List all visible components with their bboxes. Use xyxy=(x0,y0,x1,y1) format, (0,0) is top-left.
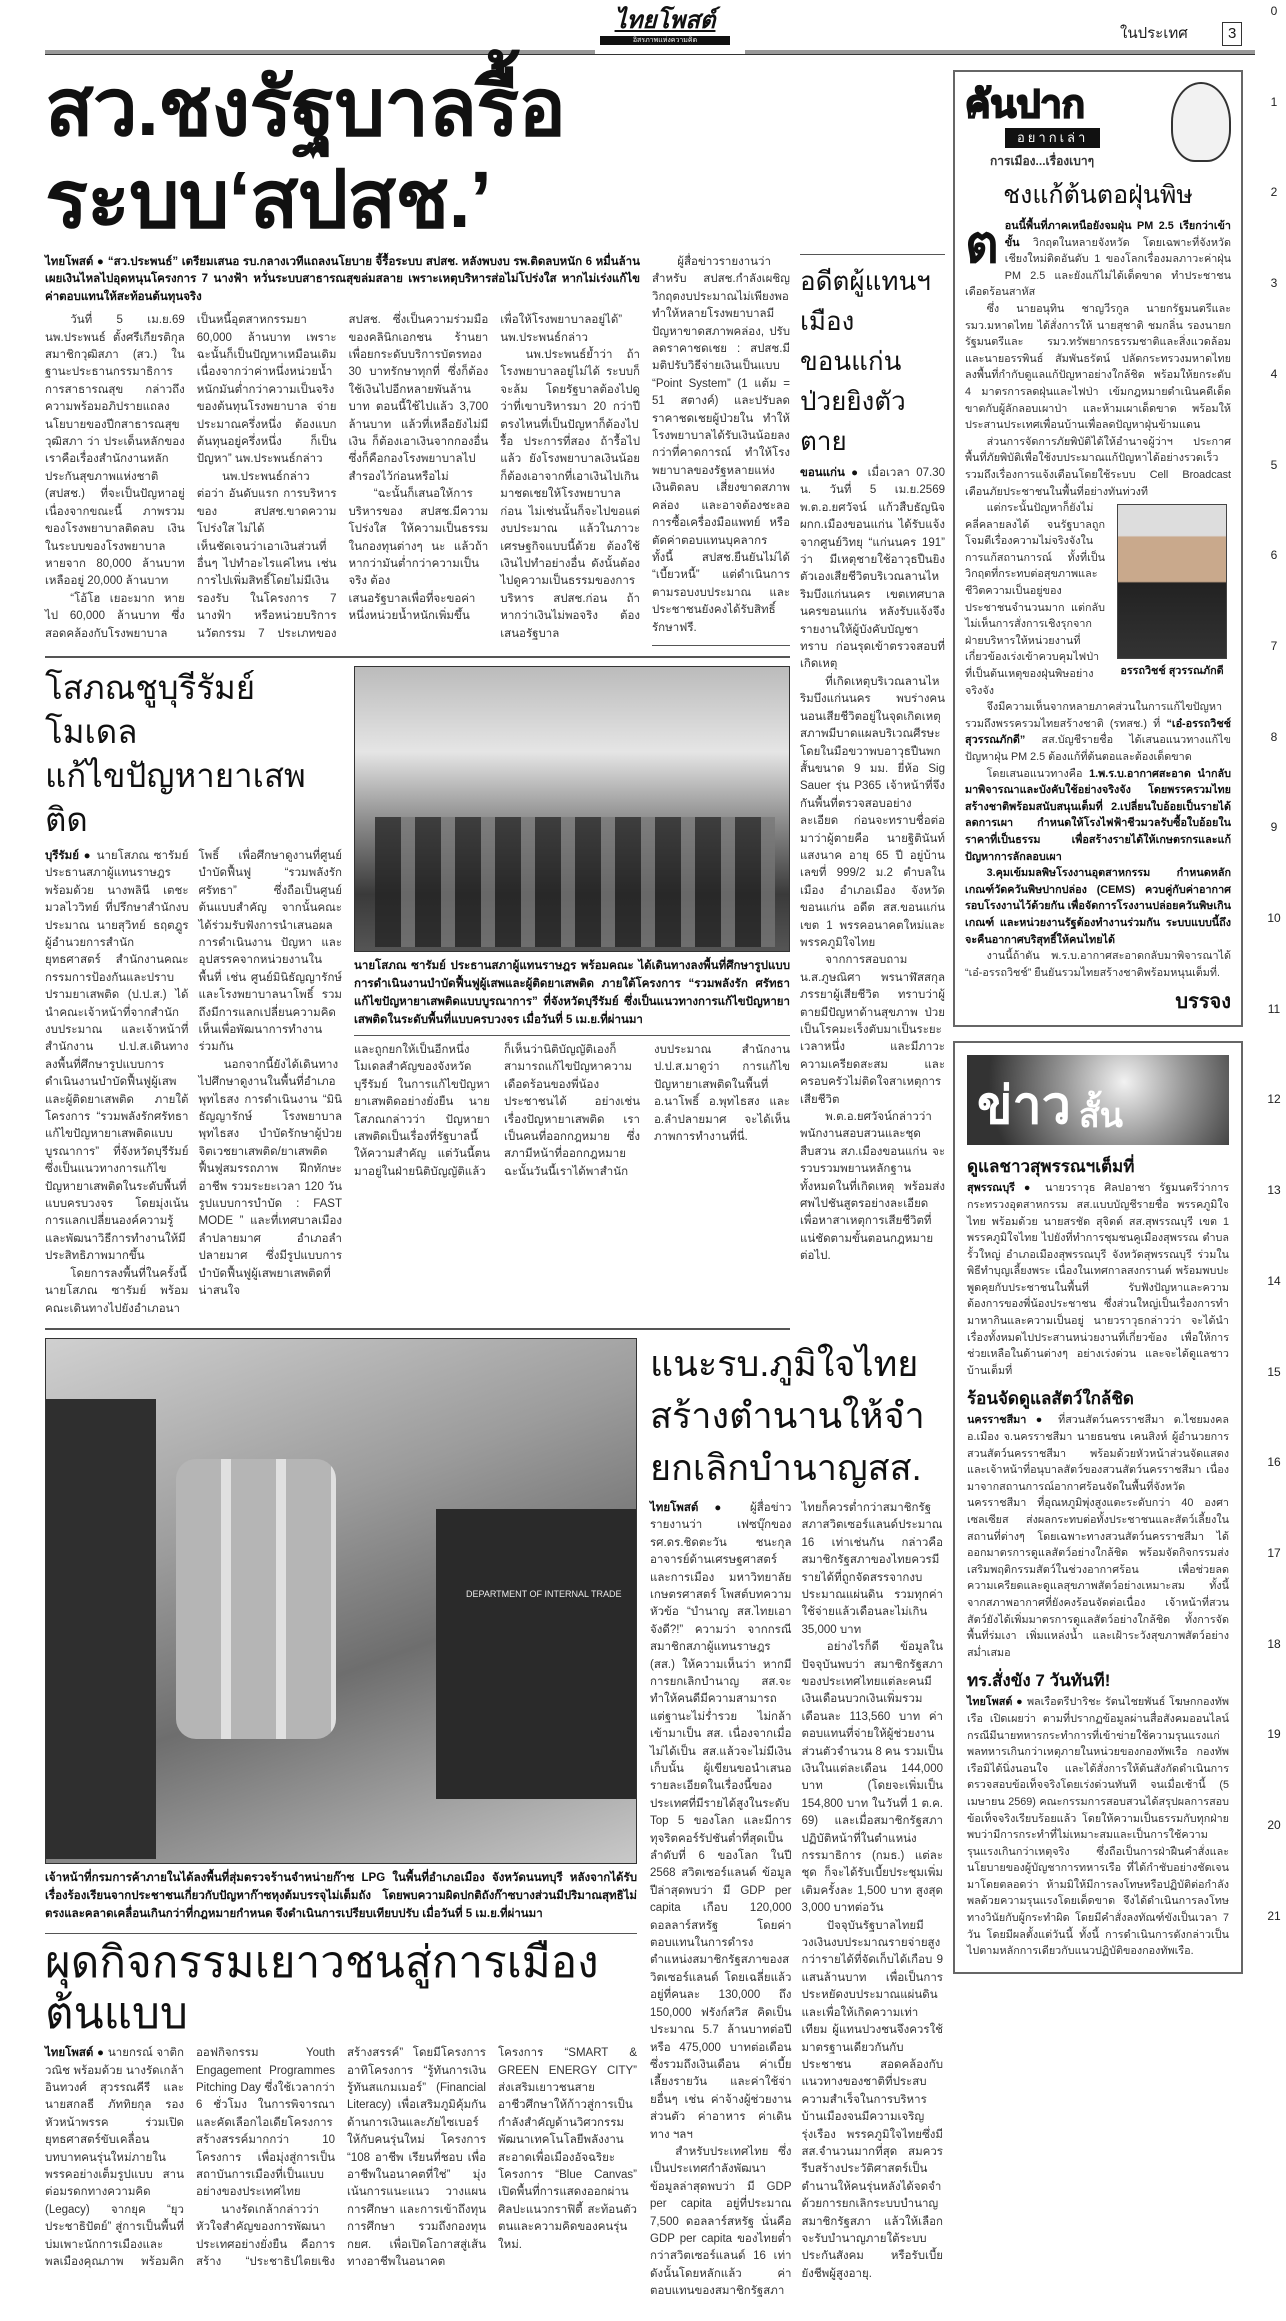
paragraph: เสนอรัฐบาลเพื่อที่จะขอค่าหนึ่งหน่วยน้ำหนักเพิ่มขึ้น เพื่อให้โรงพยาบาลอยู่ได้” นพ.ประพนธ์กล่าว xyxy=(348,314,623,623)
paragraph: จากการสอบถาม น.ส.ภูษณิศา พรนาฬัสสกุล ภรรยาผู้เสียชีวิต ทราบว่าผู้ตายมีปัญหาด้านสุขภาพ ป่วยเป็นโรคมะเร็งตับมาเป็นระยะเวลาหนึ่ง และมีภาวะความเครียดสะสม และครอบครัวไม่ติดใจสาเหตุการเสียชีวิต xyxy=(800,954,945,1106)
paragraph: โดยเสนอแนวทางคือ xyxy=(986,767,1083,780)
story1-col5 xyxy=(652,254,790,646)
brief-byline: นครราชสีมา ● xyxy=(967,1414,1049,1427)
youth-headline: ผุดกิจกรรมเยาวชนสู่การเมืองต้นแบบ xyxy=(45,1937,599,2038)
bhumjai-body xyxy=(650,1500,943,2301)
brief-title: ทร.สั่งขัง 7 วันทันที! xyxy=(967,1671,1111,1691)
paragraph: วิกฤตในหลายจังหวัด โดยเฉพาะที่จังหวัดเชียงใหม่ติดอันดับ 1 ของโลกเรื่องมลภาวะค่าฝุ่น PM 2.5 และยังแก้ไม่ได้เด็ดขาด ทำประชาชนเดือดร้อนสาหัส xyxy=(965,236,1232,299)
headline-line: สร้างตำนานให้จำ xyxy=(650,1394,925,1436)
story2-photo-caption: นายโสภณ ซารัมย์ ประธานสภาผู้แทนราษฎร พร้อมคณะ ได้เดินทางลงพื้นที่ศึกษารูปแบบการดำเนินงานบำบัดฟื้นฟูผู้เสพและผู้ติดยาเสพติด ภายใต้โครงการ “รวมพลังรัก ศรัทธา แก้ไขปัญหายาเสพติดแบบบูรณาการ” ที่จังหวัดบุรีรัมย์ ซึ่งเป็นแนวทางการแก้ไขปัญหายาเสพติดในระดับพื้นที่แบบครบวงจร เมื่อวันที่ 5 เม.ย.ที่ผ่านมา xyxy=(354,959,790,1026)
paragraph: ผู้สื่อข่าวรายงานว่า เฟซบุ๊กของ รศ.ดร.ชิดตะวัน ชนะกุล อาจารย์ด้านเศรษฐศาสตร์และการเมือง มหาวิทยาลัยเกษตรศาสตร์ โพสต์บทความหัวข้อ “บำนาญ สส.ไทยเอาจังดี?!” ความว่า จากกรณีสมาชิกสภาผู้แทนราษฎร (สส.) ให้ความเห็นว่า หากมีการยกเลิกบำนาญ สส.จะทำให้คนดีมีความสามารถแต่ฐานะไม่ร่ำรวย ไม่กล้าเข้ามาเป็น สส. เนื่องจากเมื่อไม่ได้เป็น สส.แล้วจะไม่มีเงินเก็บนั้น ผู้เขียนขอนำเสนอรายละเอียดในเรื่องนี้ของประเทศที่มีรายได้สูงในระดับ Top 5 ของโลก และมีการทุจริตคอร์รัปชันต่ำที่สุดเป็นลำดับที่ 6 ของโลก ในปี 2568 สวิตเซอร์แลนด์ ข้อมูลปีล่าสุดพบว่า มี GDP per capita เกือบ 120,000 ดอลลาร์สหรัฐ โดยค่าตอบแทนในการดำรงตำแหน่งสมาชิกรัฐสภาของสวิตเซอร์แลนด์ โดยเฉลี่ยแล้วอยู่ที่คนละ 130,000 ถึง 150,000 ฟรังก์สวิส คิดเป็นประมาณ 5.7 ล้านบาทต่อปี หรือ 475,000 บาทต่อเดือน ซึ่งรวมถึงเงินเดือน ค่าเบี้ยเลี้ยงรายวัน และค่าใช้จ่ายอื่นๆ เช่น ค่าจ้างผู้ช่วยงานส่วนตัว ค่าอาหาร ค่าเดินทาง ฯลฯ xyxy=(650,1501,792,2141)
ruler-mark: 20 xyxy=(1267,1818,1281,1832)
paragraph: “โอ้โฮ เยอะมาก หายไป 60,000 ล้านบาท ซึ่งสอดคล้องกับโรงพยาบาลเป็นหนี้อุตสาหกรรมยา 60,000 ล้านบาท เพราะฉะนั้นก็เป็นปัญหาเหมือนเดิม เนื่องจากว่าค่าหนึ่งหน่วยน้ำหนักมันต่ำกว่าความเป็นจริงของต้นทุนโรงพยาบาล จ่ายประมาณครึ่งหนึ่ง ต้องแบกต้นทุนอยู่ครึ่งหนึ่ง ก็เป็นปัญหา” นพ.ประพนธ์กล่าว xyxy=(45,314,337,640)
ruler-mark: 10 xyxy=(1267,911,1281,925)
vest-text: DEPARTMENT OF INTERNAL TRADE xyxy=(466,1588,622,1599)
column-logo-title: คันปาก xyxy=(965,84,1085,126)
cartoon-face-icon xyxy=(1171,82,1231,162)
ruler-mark: 17 xyxy=(1267,1545,1281,1560)
brief-text: ที่สวนสัตว์นครราชสีมา ต.ไชยมงคล อ.เมือง จ.นครราชสีมา นายธนชน เคนสิงห์ ผู้อำนวยการสวนสัตว์นครราชสีมา พร้อมด้วยหัวหน้าส่วนจัดแสดง และเจ้าหน้าที่อนุบาลสัตว์ของสวนสัตว์นครราชสีมา เนื่องมาจากสถานการณ์อากาศร้อนจัดในพื้นที่จังหวัดนครราชสีมา ที่อุณหภูมิพุ่งสูงแตะระดับกว่า 40 องศาเซลเซียส ส่งผลกระทบต่อทั้งประชาชนและสัตว์เลี้ยงในสถานที่ต่างๆ โดยเฉพาะทางสวนสัตว์นครราชสีมา ได้ออกมาตรการดูแลสัตว์อย่างใกล้ชิด พร้อมจัดกิจกรรมส่งเสริมพฤติกรรมสัตว์ในช่วงอากาศร้อน เพื่อช่วยลดความเครียดและดูแลสุขภาพสัตว์อย่างเหมาะสม ทั้งนี้ จากสภาพอากาศที่ยังคงร้อนจัดต่อเนื่อง เจ้าหน้าที่สวนสัตว์ยังได้เพิ่มมาตรการดูแลสัตว์อย่างใกล้ชิด ทั้งการจัดพื้นที่ร่มเงา เพิ่มแหล่งน้ำ และเฝ้าระวังสุขภาพสัตว์อย่างสม่ำเสมอ xyxy=(967,1414,1229,1659)
ruler-mark: 11 xyxy=(1267,1001,1281,1016)
logo-subtitle: อิสรภาพแห่งความคิด xyxy=(600,36,730,45)
briefs-banner xyxy=(967,1055,1229,1145)
column-logo xyxy=(965,82,1231,170)
story1-lead xyxy=(45,254,640,306)
paragraph: วันที่ 5 เม.ย.69 นพ.ประพนธ์ ตั้งศรีเกียรติกุล สมาชิกวุฒิสภา (สว.) ในฐานะประธานกรรมาธิการการสาธารณสุข กล่าวถึงความพร้อมอภิปรายแถลงนโยบายของปีกสาธารณสุข วุฒิสภา ว่า ประเด็นหลักของเราคือเรื่องสำนักงานหลักประกันสุขภาพแห่งชาติ (สปสช.) ที่จะเป็นปัญหาอยู่ เนื่องจากขณะนี้ ภาพรวมของโรงพยาบาลติดลบ เงินในระบบของโรงพยาบาลหายจาก 80,000 ล้านบาท เหลืออยู่ 20,000 ล้านบาท xyxy=(45,314,185,588)
paragraph: ซึ่ง นายอนุทิน ชาญวีรกูล นายกรัฐมนตรีและ รมว.มหาดไทย ได้สั่งการให้ นายสุชาติ ชมกลิ่น รองนายกรัฐมนตรีและ รมว.ทรัพยากรธรรมชาติและสิ่งแวดล้อม และนายอรรพินธ์ สัมพันธรัตน์ ปลัดกระทรวงมหาดไทย ลงพื้นที่กำกับดูแลแก้ปัญหาอย่างใกล้ชิด พร้อมให้ยกระดับ 4 มาตรการลดฝุ่นและไฟป่า เข้มกฎหมายดำเนินคดีเด็ดขาดกับผู้ลักลอบเผาป่า และห้ามเผาเด็ดขาด พร้อมให้ประสานประเทศเพื่อนบ้านเพื่อลดปัญหาฝุ่นข้ามแดน xyxy=(965,302,1231,432)
brief-item xyxy=(967,1153,1229,1379)
paragraph: นายโสภณ ซารัมย์ ประธานสภาผู้แทนราษฎร พร้อมด้วย นางพลินี เตชะมวลไววิทย์ ที่ปรึกษาสำนักงบประมาณ นายสุวิทย์ ธฤตฎูร ผู้อำนวยการสำนักยุทธศาสตร์ สำนักงานคณะกรรมการป้องกันและปราบปรามยาเสพติด (ป.ป.ส.) ได้นำคณะเจ้าหน้าที่จากสำนักงบประมาณ และเจ้าหน้าที่สำนักงาน ป.ป.ส.เดินทางลงพื้นที่ศึกษารูปแบบการดำเนินงานบำบัดฟื้นฟูผู้เสพและผู้ติดยาเสพติด ภายใต้โครงการ “รวมพลังรักศรัทธา แก้ไขปัญหายาเสพติดแบบบูรณาการ” ที่จังหวัดบุรีรัมย์ ซึ่งเป็นแนวทางการแก้ไขปัญหายาเสพติดในระดับพื้นที่แบบครบวงจร โดยมุ่งเน้นการแลกเปลี่ยนองค์ความรู้และพัฒนาวิธีการทำงานให้มีประสิทธิภาพมากขึ้น xyxy=(45,849,189,1263)
bhumjai-headline xyxy=(650,1338,943,1494)
paragraph: อย่างไรก็ดี ข้อมูลในปัจจุบันพบว่า สมาชิกรัฐสภาของประเทศไทยแต่ละคนมีเงินเดือนบวกเงินเพิ่มรวมเดือนละ 113,560 บาท ค่าตอบแทนที่จ่ายให้ผู้ช่วยงานส่วนตัวจำนวน 8 คน รวมเป็นเงินในแต่ละเดือน 144,000 บาท (โดยจะเพิ่มเป็น 154,800 บาท ในวันที่ 1 ต.ค. 69) และเมื่อสมาชิกรัฐสภาปฏิบัติหน้าที่ในตำแหน่งกรรมาธิการ (กมธ.) แต่ละชุด ก็จะได้รับเบี้ยประชุมเพิ่มเติมครั้งละ 1,500 บาท สูงสุด 3,000 บาทต่อวัน xyxy=(801,1641,943,1915)
paragraph: นายกรณ์ จาติกวณิช พร้อมด้วย นางรัดเกล้า อินทวงศ์ สุวรรณคีรี และนายสกลธี ภัททิยกุล รองหัวหน้าพรรค ร่วมเปิดยุทธศาสตร์ขับเคลื่อนบทบาทคนรุ่นใหม่ภายในพรรคอย่างเต็มรูปแบบ สานต่อมรดกทางความคิด (Legacy) จากยุค “ยุวประชาธิปัตย์” สู่การเป็นพื้นที่บ่มเพาะนักการเมืองและพลเมืองคุณภาพ พร้อมคิกออฟกิจกรรม Youth Engagement Programmes Pitching Day ซึ่งใช้เวลากว่า 6 ชั่วโมง ในการพิจารณาและคัดเลือกไอเดียโครงการสร้างสรรค์มากกว่า 10 โครงการ เพื่อมุ่งสู่การเป็นสถาบันการเมืองที่เป็นแบบอย่างของประเทศไทย xyxy=(45,2047,335,2268)
headline-line: ป่วยยิงตัวตาย xyxy=(800,386,906,456)
banner-title: ข่าว xyxy=(977,1077,1071,1136)
paragraph: สส.บัญชีรายชื่อ ได้เสนอแนวทางแก้ไขปัญหาฝุ่น PM 2.5 ต้องแก้ที่ต้นตอและต้องเด็ดขาด xyxy=(965,734,1231,763)
khonkaen-byline: ขอนแก่น ● xyxy=(800,467,862,479)
paragraph: นพ.ประพนธ์ย้ำว่า ถ้าโรงพยาบาลอยู่ไม่ได้ ระบบก็จะล้ม โดยรัฐบาลต้องไปดูว่าที่เขาบริหารมา 20 กว่าปี ตรงไหนที่เป็นปัญหาก็ต้องไปรื้อ ประการที่สอง ถ้ารื้อไปแล้ว ยังโรงพยาบาลเงินน้อยก็ต้องเอาจากที่เอาเงินไปเกินมาชดเชยให้โรงพยาบาลก่อน ไม่เช่นนั้นก็จะไปขอแต่งบประมาณ แล้วในภาวะเศรษฐกิจแบบนี้ด้วย ต้องใช้เงินไปทำอย่างอื่น ดังนั้นต้องไปดูความเป็นธรรมของการบริหาร สปสช.ก่อน ถ้าหากว่าเงินไม่พอจริง ต้องเสนอรัฐบาล xyxy=(500,349,640,640)
ruler-mark: 8 xyxy=(1270,729,1278,744)
story1-lead-text: “สว.ประพนธ์” เตรียมเสนอ รบ.กลางเวทีแถลงนโยบาย จี้รื้อระบบ สปสช. หลังพบงบ รพ.ติดลบหนัก 6 หมื่นล้าน เผยเงินไหลไปอุดหนุนโครงการ 7 นางฟ้า หวั่นระบบสาธารณสุขล่มสลาย เพราะเหตุบริหารส่อไม่โปร่งใส หากไม่เร่งแก้ไขค่าตอบแทนให้สะท้อนต้นทุนจริง xyxy=(45,256,640,303)
ruler-mark: 7 xyxy=(1270,638,1278,653)
main-content xyxy=(45,62,945,2301)
paragraph: โดยการลงพื้นที่ในครั้งนี้ นายโสภณ ซารัมย์ พร้อมคณะเดินทางไปยังอำเภอนาโพธิ์ เพื่อศึกษาดูงานที่ศูนย์บำบัดฟื้นฟู “รวมพลังรักศรัทธา” ซึ่งถือเป็นศูนย์ต้นแบบสำคัญ จากนั้นคณะได้ร่วมรับฟังการนำเสนอผลการดำเนินงาน ปัญหา และอุปสรรคจากหน่วยงานในพื้นที่ เช่น ศูนย์มินิธัญญารักษ์ และโรงพยาบาลนาโพธิ์ รวมถึงมีการแลกเปลี่ยนความคิดเห็นเพื่อพัฒนาการทำงานร่วมกัน xyxy=(45,849,342,1315)
brief-title: ร้อนจัดดูแลสัตว์ใกล้ชิด xyxy=(967,1389,1134,1409)
headline-line: แนะรบ.ภูมิใจไทย xyxy=(650,1342,919,1384)
column-first-line: อนนี้พื้นที่ภาคเหนือยังจมฝุ่น PM 2.5 เรียกว่าเข้าขั้น xyxy=(1004,220,1231,249)
headline-line: อดีตผู้แทนฯ xyxy=(800,266,931,296)
dropcap: ต xyxy=(965,216,999,274)
column-body xyxy=(965,218,1231,981)
paragraph: จึงมีความเห็นจากหลายภาคส่วนในการแก้ไขปัญหา รวมถึงพรรครวมไทยสร้างชาติ (รทสช.) ที่ xyxy=(965,701,1223,730)
headline-line: เมืองขอนแก่น xyxy=(800,306,902,376)
column-logo-subtitle: อยากเล่า xyxy=(1005,128,1100,148)
paragraph: งานนี้ถ้าดัน พ.ร.บ.อากาศสะอาดกลับมาพิจารณาได้ “เอ๋-อรรถวิชช์” ยืนยันรวมไทยสร้างชาติพร้อมหนุนเต็มที่. xyxy=(965,950,1231,979)
ruler-mark: 14 xyxy=(1267,1273,1281,1288)
proposal-text: 3.คุมเข้มมลพิษโรงงานอุตสาหกรรม กำหนดหลักเกณฑ์วัดควันพิษปากปล่อง (CEMS) ควบคู่กับค่าอากาศรอบโรงงานไว้ด้วยกัน เพื่อจัดการโรงงานปล่อยควันพิษเกินเกณฑ์ และหน่วยงานรัฐต้องทำงานร่วมกัน ระบบแบบนี้ถึงจะคืนอากาศบริสุทธิ์ให้คนไทยได้ xyxy=(965,867,1231,946)
story2-byline: บุรีรัมย์ ● xyxy=(45,849,92,862)
headline-line: โสภณชูบุรีรัมย์โมเดล xyxy=(45,668,256,750)
ruler-mark: 2 xyxy=(1270,185,1278,200)
news-briefs-box xyxy=(953,1041,1243,1974)
section-label: ในประเทศ xyxy=(1120,25,1188,42)
brief-text: พลเรือตรีปาริชะ รัตนไชยพันธ์ โฆษกกองทัพเรือ เปิดเผยว่า ตามที่ปรากฏข้อมูลผ่านสื่อสังคมออนไลน์ กรณีมีนายทหารกระทำการที่เข้าข่ายใช้ความรุนแรงแก่พลทหารเกินกว่าเหตุภายในหน่วยของกองทัพเรือ กองทัพเรือมิได้นิ่งนอนใจ และได้สั่งการให้ต้นสังกัดดำเนินการตรวจสอบข้อเท็จจริงโดยเร่งด่วนทันที จนเมื่อเช้านี้ (5 เมษายน 2569) คณะกรรมการสอบสวนได้สรุปผลการสอบข้อเท็จจริงเรียบร้อยแล้ว โดยให้ความเป็นธรรมกับทุกฝ่าย พบว่ามีการกระทำที่ไม่เหมาะสมและเป็นการใช้ความรุนแรงเกินกว่าเหตุจริง ซึ่งถือเป็นการฝ่าฝืนคำสั่งและนโยบายของผู้บัญชาการทหารเรือ ที่ได้กำชับอย่างชัดเจนมาโดยตลอดว่า ห้ามมิให้มีการลงโทษหรือปฏิบัติต่อกำลังพลด้วยความรุนแรงโดยเด็ดขาด จึงได้ดำเนินการลงโทษทางวินัยกับผู้กระทำผิด โดยมีคำสั่งลงทัณฑ์ขังเป็นเวลา 7 วัน โดยมีผลตั้งแต่วันนี้ ทั้งนี้ การดำเนินการดังกล่าวเป็นไปตามหลักการเดียวกับแนวปฏิบัติของกองทัพเรือ. xyxy=(967,1696,1229,1958)
ruler-mark: 19 xyxy=(1267,1727,1281,1742)
drug-rehab-photo xyxy=(354,666,790,952)
paragraph: นางรัดเกล้ากล่าวว่า หัวใจสำคัญของการพัฒนาประเทศอย่างยั่งยืน คือการสร้าง “ประชาธิปไตยเชิงสร้างสรรค์” โดยมีโครงการ อาทิโครงการ “รู้ทันการเงิน รู้ทันสแกมเมอร์” (Financial Literacy) เพื่อเสริมภูมิคุ้มกันด้านการเงินและภัยไซเบอร์ให้กับคนรุ่นใหม่ โครงการ “108 อาชีพ เรียนที่ชอบ เพื่ออาชีพในอนาคตที่ใช่” มุ่งเน้นการแนะแนว วางแผนการศึกษา และการเข้าถึงทุนการศึกษา รวมถึงกองทุน กยศ. เพื่อเปิดโอกาสสู่เส้นทางอาชีพในอนาคต โครงการ “SMART & GREEN ENERGY CITY” ส่งเสริมเยาวชนสายอาชีวศึกษาให้ก้าวสู่การเป็นกำลังสำคัญด้านวิศวกรรม พัฒนาเทคโนโลยีพลังงานสะอาดเพื่อเมืองอัจฉริยะ โครงการ “Blue Canvas” เปิดพื้นที่การแสดงออกผ่านศิลปะแนวกราฟิตี้ สะท้อนตัวตนและความคิดของคนรุ่นใหม่. xyxy=(196,2047,637,2268)
main-headline: สว.ชงรัฐบาลรื้อระบบ‘สปสช.’ xyxy=(45,63,566,244)
ruler-mark: 3 xyxy=(1270,276,1278,291)
ruler-mark: 16 xyxy=(1267,1455,1281,1470)
youth-body xyxy=(45,2045,637,2271)
ruler-mark: 0 xyxy=(1270,4,1278,18)
paragraph: เมื่อเวลา 07.30 น. วันที่ 5 เม.ย.2569 พ.ต.อ.ยศวัจน์ แก้วสืบธัญนิจ ผกก.เมืองขอนแก่น ได้รับแจ้งจากศูนย์วิทยุ “แก่นนคร 191” ว่า มีเหตุชายใช้อาวุธปืนยิงตัวเองเสียชีวิตบริเวณลานไหริมบึงแก่นนคร เขตเทศบาลนครขอนแก่น หลังรับแจ้งจึงรายงานให้ผู้บังคับบัญชาทราบ ก่อนรุดเข้าตรวจสอบที่เกิดเหตุ xyxy=(800,467,945,671)
brief-title: ดูแลชาวสุพรรณฯเต็มที่ xyxy=(967,1157,1135,1177)
paragraph: ที่เกิดเหตุบริเวณลานไหริมบึงแก่นนคร พบร่างคนนอนเสียชีวิตอยู่ในจุดเกิดเหตุ สภาพมีบาดแผลบริเวณศีรษะ โดยในมือขวาพบอาวุธปืนพกสั้นขนาด 9 มม. ยี่ห้อ Sig Sauer รุ่น P365 เจ้าหน้าที่จึงกันพื้นที่ตรวจสอบอย่างละเอียด ก่อนจะทราบชื่อต่อมาว่าผู้ตายคือ นายฐิตินันท์ แสงนาค อายุ 65 ปี อยู่บ้านเลขที่ 999/2 ม.2 ตำบลในเมือง อำเภอเมือง จังหวัดขอนแก่น อดีต สส.ขอนแก่น เขต 1 พรรคอนาคตใหม่และพรรคภูมิใจไทย xyxy=(800,675,945,949)
youth-byline: ไทยโพสต์ ● xyxy=(45,2047,105,2060)
ruler-mark: 9 xyxy=(1270,820,1278,835)
khonkaen-headline xyxy=(800,261,945,461)
paragraph: สำหรับประเทศไทย ซึ่งเป็นประเทศกำลังพัฒนา ข้อมูลล่าสุดพบว่า มี GDP per capita อยู่ที่ประมาณ 7,500 ดอลลาร์สหรัฐ นั่นคือ GDP per capita ของไทยต่ำกว่าสวิตเซอร์แลนด์ 16 เท่า ดังนั้นโดยหลักแล้ว ค่าตอบแทนของสมาชิกรัฐสภาไทยก็ควรต่ำกว่าสมาชิกรัฐสภาสวิตเซอร์แลนด์ประมาณ 16 เท่าเช่นกัน กล่าวคือ สมาชิกรัฐสภาของไทยควรมีรายได้ที่ถูกจัดสรรจากงบประมาณแผ่นดิน รวมทุกค่าใช้จ่ายแล้วเดือนละไม่เกิน 35,000 บาท xyxy=(650,1501,943,2298)
khonkaen-body xyxy=(800,465,945,1266)
story1-byline: ไทยโพสต์ ● xyxy=(45,256,105,268)
banner-subtitle: สั้น xyxy=(1078,1097,1123,1136)
headline-line: แก้ไขปัญหายาเสพติด xyxy=(45,756,306,838)
paragraph: ส่วนการจัดการภัยพิบัติได้ให้อำนาจผู้ว่าฯ ประกาศพื้นที่ภัยพิบัติเพื่อใช้งบประมาณแก้ปัญหาได้อย่างรวดเร็ว รวมถึงเรื่องการแจ้งเตือนโดยใช้ระบบ Cell Broadcast เตือนภัยประชาชนในพื้นที่อย่างทันท่วงที xyxy=(965,435,1231,498)
ruler-mark: 6 xyxy=(1270,548,1278,563)
story1-body xyxy=(45,254,640,646)
story2-headline xyxy=(45,666,342,842)
story2-continuation xyxy=(354,1042,790,1181)
ruler-mark: 15 xyxy=(1267,1364,1281,1379)
page-number: 3 xyxy=(1222,22,1242,46)
lpg-inspection-photo xyxy=(45,1338,637,1864)
ruler-mark: 1 xyxy=(1270,94,1278,109)
column-logo-tagline: การเมือง...เรื่องเบาๆ xyxy=(990,154,1095,168)
column-headline: ชงแก้ต้นตอฝุ่นพิษ xyxy=(1003,181,1193,209)
paragraph: “ฉะนั้นก็เสนอให้การบริหารของ สปสช.มีความโปร่งใส ให้ความเป็นธรรมในกองทุนต่างๆ นะ แล้วถ้าหากว่ามันต่ำกว่าความเป็นจริง ต้อง xyxy=(348,488,489,588)
brief-item xyxy=(967,1667,1229,1960)
proposal-text: 1.พ.ร.บ.อากาศสะอาด นำกลับมาพิจารณาและบังคับใช้อย่างจริงจัง โดยพรรครวมไทยสร้างชาติพร้อมสนับสนุนเต็มที่ 2.เปลี่ยนใบอ้อยเป็นรายได้ลดการเผา กำหนดให้โรงไฟฟ้าชีวมวลรับซื้อใบอ้อยในราคาที่เป็นธรรม เพื่อสร้างรายได้ให้เกษตรกรและแก้ปัญหาการลักลอบเผา xyxy=(965,767,1232,863)
bhumjai-byline: ไทยโพสต์ ● xyxy=(650,1501,735,1514)
ruler-mark: 5 xyxy=(1270,457,1278,472)
ruler-mark: 21 xyxy=(1267,1908,1281,1923)
paragraph: พ.ต.อ.ยศวัจน์กล่าวว่า พนักงานสอบสวนและชุดสืบสวน สภ.เมืองขอนแก่น จะรวบรวมพยานหลักฐานทั้งหมดในที่เกิดเหตุ พร้อมส่งศพไปชันสูตรอย่างละเอียด เพื่อหาสาเหตุการเสียชีวิตที่แน่ชัดตามขั้นตอนกฎหมายต่อไป. xyxy=(800,1111,945,1263)
paragraph: แต่กระนั้นปัญหาก็ยังไม่คลี่คลายลงได้ จนรัฐบาลถูกโจมตีเรื่องความไม่จริงจังในการแก้สถานการณ์ ทั้งที่เป็นวิกฤตที่กระทบต่อสุขภาพและชีวิตความเป็นอยู่ของประชาชนจำนวนมาก แต่กลับไม่เห็นการสั่งการเชิงรุกจากฝ่ายบริหารให้หน่วยงานที่เกี่ยวข้องเร่งเข้าควบคุมไฟป่าที่เป็นต้นเหตุของฝุ่นพิษอย่างจริงจัง xyxy=(965,502,1105,697)
ruler-mark: 12 xyxy=(1267,1092,1281,1107)
paragraph: ปัจจุบันรัฐบาลไทยมีวงเงินงบประมาณรายจ่ายสูงกว่ารายได้ที่จัดเก็บได้เกือบ 9 แสนล้านบาท เพื่อเป็นการประหยัดงบประมาณแผ่นดิน และเพื่อให้เกิดความเท่าเทียม ผู้แทนปวงชนจึงควรใช้มาตรฐานเดียวกันกับประชาชน สอดคล้องกับแนวทางของชาติที่ประสบความสำเร็จในการบริหารบ้านเมืองจนมีความเจริญรุ่งเรือง พรรคภูมิใจไทยซึ่งมี สส.จำนวนมากที่สุด สมควรรีบสร้างประวัติศาสตร์เป็นตำนานให้คนรุ่นหลังได้จดจำ ด้วยการยกเลิกระบบบำนาญสมาชิกรัฐสภา แล้วให้เลือกจะรับบำนาญภายใต้ระบบประกันสังคม หรือรับเบี้ยยังชีพผู้สูงอายุ. xyxy=(801,1919,943,2280)
paragraph: เห็นชัดเจนว่าเอาเงินส่วนที่อื่นๆ ไปทำอะไรแค่ไหน เช่น การไปเพิ่มสิทธิ์โดยไม่มีเงินรองรับ ในโครงการ 7 นางฟ้า หรือหน่วยบริการนวัตกรรม 7 ประเภทของ สปสช. ซึ่งเป็นความร่วมมือของคลินิกเอกชน ร้านยา เพื่อยกระดับบริการบัตรทอง 30 บาทรักษาทุกที่ ซึ่งก็ต้องใช้เงินไปอีกหลายพันล้านบาท ตอนนี้ใช้ไปแล้ว 3,700 ล้านบาท แล้วที่เหลือยังไม่มีเงิน ก็ต้องเอาเงินจากกองอื่น ซึ่งก็คือกองโรงพยาบาลไปสำรองไว้ก่อนหรือไม่ xyxy=(196,314,489,640)
brief-byline: ไทยโพสต์ ● xyxy=(967,1696,1024,1709)
politician-photo xyxy=(1117,504,1227,659)
paragraph: และถูกยกให้เป็นอีกหนึ่งโมเดลสำคัญของจังหวัดบุรีรัมย์ ในการแก้ไขปัญหายาเสพติดอย่างยั่งยืน นายโสภณกล่าวว่า ปัญหายาเสพติดเป็นเรื่องที่รัฐบาลนี้ให้ความสำคัญ แต่วันนี้ตนมาอยู่ในฝ่ายนิติบัญญัติแล้ว ก็เห็นว่านิติบัญญัติเองก็สามารถแก้ไขปัญหาความเดือดร้อนของพี่น้องประชาชนได้ อย่างเช่น เรื่องปัญหายาเสพติด เราเป็นคนที่ออกกฎหมาย ซึ่งสภามีหน้าที่ออกกฎหมาย ฉะนั้นวันนี้เราได้พาสำนักงบประมาณ สำนักงาน ป.ป.ส.มาดูว่า การแก้ไขปัญหายาเสพติดในพื้นที่ อ.นาโพธิ์ อ.พุทไธสง และ อ.ลำปลายมาศ จะได้เห็นภาพการทำงานที่นี่. xyxy=(354,1043,790,1178)
paragraph: นอกจากนี้ยังได้เดินทางไปศึกษาดูงานในพื้นที่อำเภอพุทไธสง การดำเนินงาน “มินิธัญญารักษ์ โรงพยาบาลพุทไธสง บำบัดรักษาผู้ป่วยจิตเวชยาเสพติด/ยาเสพติด ฟื้นฟูสมรรถภาพ ฝึกทักษะอาชีพ รวมระยะเวลา 120 วัน รูปแบบการบำบัด : FAST MODE ” และที่เทศบาลเมืองลำปลายมาศ อำเภอลำปลายมาศ ซึ่งมีรูปแบบการบำบัดฟื้นฟูผู้เสพยาเสพติดที่น่าสนใจ xyxy=(198,1058,342,1298)
briefs-list xyxy=(967,1153,1229,1960)
lpg-photo-caption: เจ้าหน้าที่กรมการค้าภายในได้ลงพื้นที่สุ่มตรวจร้านจำหน่ายก๊าซ LPG ในพื้นที่อำเภอเมือง จังหวัดนนทบุรี หลังจากได้รับเรื่องร้องเรียนจากประชาชนเกี่ยวกับปัญหาก๊าซหุงต้มบรรจุไม่เต็มถัง โดยพบความผิดปกติถังก๊าซบางส่วนมีปริมาณสุทธิไม่ตรงและคลาดเคลื่อนเกินกว่าที่กฎหมายกำหนด จึงดำเนินการเปรียบเทียบปรับ เมื่อวันที่ 5 เม.ย.ที่ผ่านมา xyxy=(45,1871,637,1920)
photo-caption: อรรถวิชช์ สุวรรณภักดี xyxy=(1120,665,1224,678)
column-author: บรรจง xyxy=(1175,991,1231,1014)
ruler-mark: 18 xyxy=(1267,1636,1281,1651)
ruler-mark: 13 xyxy=(1267,1183,1281,1198)
brief-text: นายวราวุธ ศิลปอาชา รัฐมนตรีว่าการกระทรวงอุตสาหกรรม สส.แบบบัญชีรายชื่อ พรรคภูมิใจไทย พร้อมด้วย นายสรชัด สุจิตต์ สส.สุพรรณบุรี เขต 1 พรรคภูมิใจไทย ไปยังที่ทำการชุมชนคูเมืองสุพรรณ ตำบลรั้วใหญ่ อำเภอเมืองสุพรรณบุรี จังหวัดสุพรรณบุรี ร่วมในพิธีทำบุญเลี้ยงพระ เนื่องในเทศกาลสงกรานต์ พร้อมพบปะพูดคุยกับประชาชนในพื้นที่ รับฟังปัญหาและความต้องการของพี่น้องประชาชน ซึ่งส่วนใหญ่เป็นเรื่องการทำมาหากินและความเป็นอยู่ นายวราวุธกล่าวว่า จะได้นำเรื่องทั้งหมดไปประสานหน่วยงานที่เกี่ยวข้อง เพื่อให้การช่วยเหลือในด้านต่างๆ อย่างเร่งด่วน และจะได้ดูแลชาวบ้านเต็มที่ xyxy=(967,1182,1229,1377)
quoted-name: “เอ๋-อรรถวิชช์ สุวรรณภักดี” xyxy=(965,717,1231,747)
ruler-mark: 4 xyxy=(1270,366,1278,381)
brief-byline: สุพรรณบุรี ● xyxy=(967,1182,1037,1195)
logo-text: ไทยโพสต์ xyxy=(614,7,716,34)
paragraph: นพ.ประพนธ์กล่าวต่อว่า อันดับแรก การบริหารของ สปสช.ขาดความโปร่งใส ไม่ได้ xyxy=(196,470,337,536)
headline-line: ยกเลิกบำนาญสส. xyxy=(650,1446,922,1488)
paragraph: ผู้สื่อข่าวรายงานว่า สำหรับ สปสช.กำลังเผชิญวิกฤตงบประมาณไม่เพียงพอ ทำให้หลายโรงพยาบาลมีปัญหาขาดสภาพคล่อง, ปรับลดราคาชดเชย : สปสช.มีมติปรับวิธีจ่ายเงินเป็นแบบ “Point System” (1 แต้ม = 51 สตางค์) และปรับลดราคาชดเชยผู้ป่วยใน ทำให้โรงพยาบาลได้รับเงินน้อยลงกว่าที่คาดการณ์ ทำให้โรงพยาบาลของรัฐหลายแห่งเงินติดลบ เสี่ยงขาดสภาพคล่อง และอาจต้องชะลอการซื้อเครื่องมือแพทย์ หรือตัดค่าตอบแทนบุคลากร ทั้งนี้ สปสช.ยืนยันไม่ได้ “เบี้ยวหนี้” แต่ดำเนินการตามรอบงบประมาณ และประชาชนยังคงได้รับสิทธิ์รักษาฟรี. xyxy=(652,256,790,634)
opinion-column-box xyxy=(953,70,1243,1027)
story2-body xyxy=(45,848,342,1318)
brief-item xyxy=(967,1385,1229,1661)
